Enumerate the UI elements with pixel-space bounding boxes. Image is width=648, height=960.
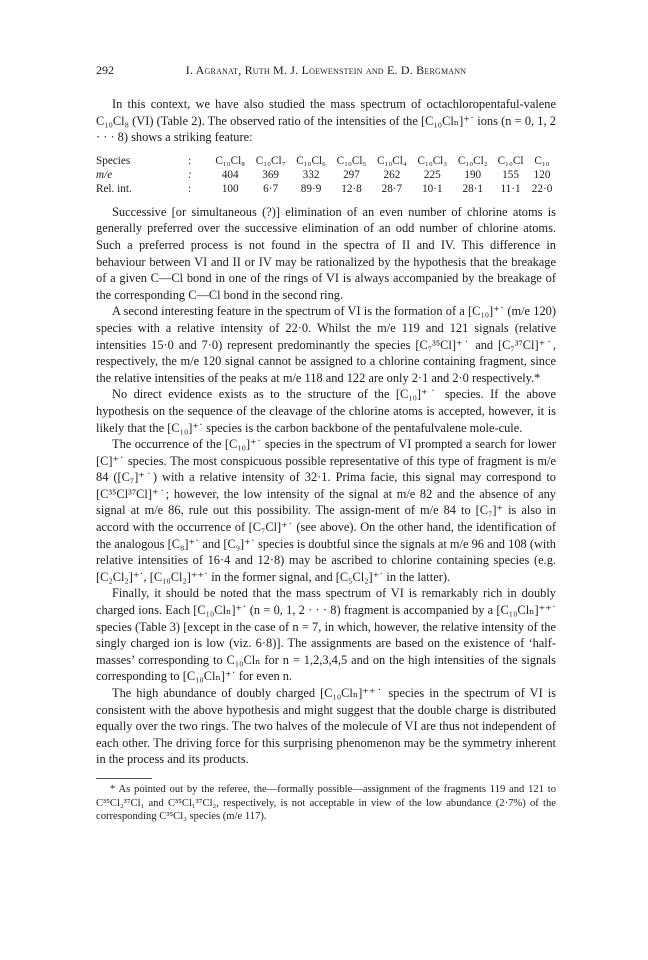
table-cell: 332 <box>302 168 320 181</box>
table-cell: C₁₀Cl₄ <box>377 154 407 167</box>
row-colon: : <box>188 182 192 195</box>
row-label: Rel. int. <box>96 182 132 195</box>
row-label: m/e <box>96 168 113 181</box>
table-cell: 225 <box>423 168 441 181</box>
paragraph-doubly-charged: Finally, it should be noted that the mass spectrum of VI is remarkably rich in doubly charged ions. Each [C₁₀Clₙ]⁺˙ (n = 0, 1, 2 · · · 8) fragment is accompanied by a [C₁₀Clₙ]⁺⁺˙ species (Table 3) [except in the case of n = 7, in which, however, the relative intensity of the singly charged ion is low (viz. 6·8)]. The assignments are based on the existence of ‘half-masses’ corresponding to C₁₀Clₙ for n = 1,2,3,4,5 and on the high intensities of the signals corresponding to [C₁₀Clₙ]⁺˙ for even n. <box>96 586 556 684</box>
spectrum-intensity-table <box>96 154 556 196</box>
table-cell: C₁₀Cl₃ <box>417 154 448 167</box>
paragraph-double-charge-abundance: The high abundance of doubly charged [C₁₀Clₙ]⁺⁺˙ species in the spectrum of VI is consistent with the above hypothesis and might suggest that the double charge is distributed equally over the two rings. The two halves of the molecule of VI are thus not independent of each other. The driving force for this surprising phenomenon may be the symmetry inherent in the process and its products. <box>96 686 556 767</box>
page-header <box>96 60 556 80</box>
table-cell: 155 <box>502 168 519 181</box>
paragraph-c10-species: A second interesting feature in the spectrum of VI is the formation of a [C₁₀]⁺˙ (m/e 120) species with a relative intensity of 22·0. Whilst the m/e 119 and 121 signals (relative intensities 15·0 and 7·0) represent predominantly the species [C₇³⁵Cl]⁺˙ and [C₇³⁷Cl]⁺˙, respectively, the m/e 120 signal cannot be assigned to a chlorine containing fragment, since the relative intensities of the peaks at m/e 118 and 122 are only 2·1 and 2·0 respectively.* <box>96 304 556 385</box>
table-row <box>96 154 556 168</box>
table-row <box>96 182 556 196</box>
table-cell: 369 <box>262 168 280 181</box>
paragraph-even-elimination: Successive [or simultaneous (?)] elimination of an even number of chlorine atoms is generally preferred over the successive elimination of an odd number of chlorine atoms. Such a preferred process is not found in the spectra of II and IV. This difference in behaviour between VI and II or IV may be rationalized by the hypothesis that the breakage of a given C—Cl bond in one of the rings of VI is always accompanied by the breakage of the corresponding C—Cl bond in the second ring. <box>96 204 556 302</box>
table-row <box>96 168 556 182</box>
table-cell: 11·1 <box>500 182 521 195</box>
table-cell: C₁₀Cl₇ <box>255 154 286 167</box>
row-colon: : <box>188 154 192 167</box>
row-label: Species <box>96 154 131 167</box>
paragraph-c10-structure: No direct evidence exists as to the structure of the [C₁₀]⁺˙ species. If the above hypothesis on the sequence of the cleavage of the chlorine atoms is accepted, however, it is likely that the [C₁₀]⁺˙ species is the carbon backbone of the pentafulvalene mole-cule. <box>96 387 556 435</box>
table-cell: 297 <box>343 168 360 181</box>
table-cell: 6·7 <box>263 182 279 195</box>
page-number: 292 <box>96 62 114 77</box>
table-cell: 22·0 <box>531 182 553 195</box>
table-cell: 12·8 <box>341 182 362 195</box>
table-cell: C₁₀Cl₈ <box>215 154 246 167</box>
table-cell: C₁₀ <box>534 154 550 167</box>
table-cell: 28·1 <box>462 182 483 195</box>
table-cell: 120 <box>533 168 551 181</box>
table-cell: 89·9 <box>300 182 322 195</box>
paragraph-lower-c-species: The occurrence of the [C₁₀]⁺˙ species in the spectrum of VI prompted a search for lower [C]⁺˙ species. The most conspicuous possible representative of this type of fragment is m/e 84 ([C₇]⁺˙) with a relative intensity of 32·1. Prima facie, this signal may correspond to [C³⁵Cl³⁷Cl]⁺˙; however, the low intensity of the signal at m/e 82 and the absence of any signal at m/e 86, rule out this possibility. The assign-ment of m/e 84 to [C₇]⁺ is also in accord with the occurrence of [C₇Cl]⁺˙ (see above). On the other hand, the identification of the analogous [C₈]⁺˙ and [C₉]⁺˙ species is doubtful since the signals at m/e 96 and 108 (with relative intensities of 16·4 and 12·8) may be ascribed to chlorine containing species (e.g. [C₂Cl₂]⁺˙, [C₁₀Cl₂]⁺⁺˙ in the former signal, and [C₅Cl₂]⁺˙ in the latter). <box>96 437 556 584</box>
running-title: I. Agranat, Ruth M. J. Loewenstein and E. D. Bergmann <box>185 62 467 77</box>
table-cell: 10·1 <box>422 182 443 195</box>
table-cell: C₁₀Cl <box>497 154 524 167</box>
table-cell: 100 <box>221 182 239 195</box>
table-cell: C₁₀Cl₂ <box>457 154 488 167</box>
footnote-rule <box>96 778 152 779</box>
table-cell: 190 <box>464 168 482 181</box>
table-cell: C₁₀Cl₅ <box>336 154 367 167</box>
table-cell: C₁₀Cl₆ <box>296 154 326 167</box>
paragraph-intro: In this context, we have also studied the mass spectrum of octachloropentaful-valene C₁₀Cl₈ (VI) (Table 2). The observed ratio of the intensities of the [C₁₀Clₙ]⁺˙ ions (n = 0, 1, 2 · · · 8) shows a striking feature: <box>96 97 556 145</box>
footnote: * As pointed out by the referee, the—formally possible—assignment of the fragments 119 and 121 to C³⁵Cl₂³⁷Cl₁ and C³⁵Cl₁³⁷Cl₂, respectively, is not acceptable in view of the low abundance (2·7%) of the corresponding C³⁵Cl₃ species (m/e 117). <box>96 783 556 823</box>
page <box>96 60 556 824</box>
row-colon: : <box>188 168 192 181</box>
table-cell: 262 <box>383 168 401 181</box>
table-cell: 404 <box>221 168 239 181</box>
table-cell: 28·7 <box>381 182 403 195</box>
